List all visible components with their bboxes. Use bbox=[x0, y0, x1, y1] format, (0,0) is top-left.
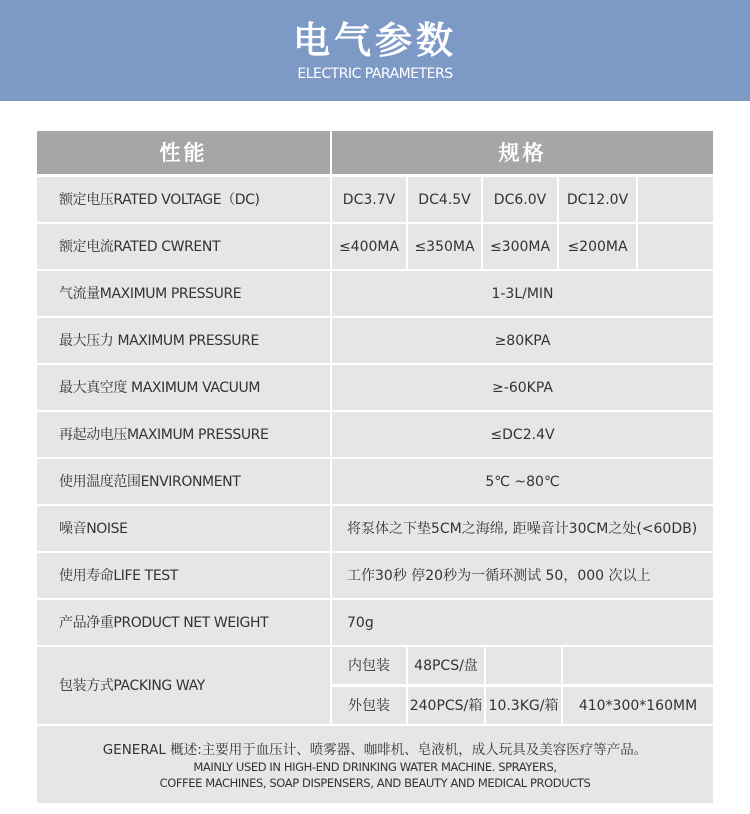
packing-cell: 内包装 bbox=[332, 647, 406, 684]
current-value: ≤400MA bbox=[332, 224, 406, 269]
current-value: ≤200MA bbox=[559, 224, 636, 269]
row-label: 最大压力 MAXIMUM PRESSURE bbox=[37, 318, 330, 363]
header-banner bbox=[0, 0, 750, 101]
table-row-voltage bbox=[37, 177, 713, 222]
table-row-current bbox=[37, 224, 713, 269]
packing-cell bbox=[486, 647, 561, 684]
table-row-max-pressure bbox=[37, 318, 713, 363]
table-row-life-test bbox=[37, 553, 713, 598]
general-description bbox=[37, 726, 713, 803]
table-row-restart-voltage bbox=[37, 412, 713, 457]
voltage-value: DC12.0V bbox=[559, 177, 636, 222]
row-value: ≥80KPA bbox=[332, 318, 713, 363]
row-value: 将泵体之下垫5CM之海绵, 距噪音计30CM之处(<60DB) bbox=[332, 506, 713, 551]
general-description-cn: GENERAL 概述:主要用于血压计、喷雾器、咖啡机、皂液机，成人玩具及美容医疗等产品。 bbox=[102, 742, 648, 758]
row-value: ≥-60KPA bbox=[332, 365, 713, 410]
header-performance: 性能 bbox=[37, 131, 330, 174]
row-label: 再起动电压MAXIMUM PRESSURE bbox=[37, 412, 330, 457]
packing-cell: 48PCS/盘 bbox=[408, 647, 484, 684]
table-row-packing bbox=[37, 647, 713, 724]
row-label: 使用温度范围ENVIRONMENT bbox=[37, 459, 330, 504]
table-row-noise bbox=[37, 506, 713, 551]
voltage-value: DC4.5V bbox=[408, 177, 481, 222]
row-label: 额定电流RATED CWRENT bbox=[37, 224, 330, 269]
packing-inner-row bbox=[332, 647, 713, 684]
voltage-value: DC3.7V bbox=[332, 177, 406, 222]
packing-cell: 外包装 bbox=[332, 687, 406, 724]
row-label: 额定电压RATED VOLTAGE（DC) bbox=[37, 177, 330, 222]
table-row-net-weight bbox=[37, 600, 713, 645]
table-row-temperature bbox=[37, 459, 713, 504]
table-row-max-vacuum bbox=[37, 365, 713, 410]
row-label: 包装方式PACKING WAY bbox=[37, 647, 330, 724]
packing-cell: 410*300*160MM bbox=[563, 687, 713, 724]
packing-cell: 240PCS/箱 bbox=[408, 687, 484, 724]
row-label: 最大真空度 MAXIMUM VACUUM bbox=[37, 365, 330, 410]
row-value: 工作30秒 停20秒为一循环测试 50，000 次以上 bbox=[332, 553, 713, 598]
header-specification: 规格 bbox=[332, 131, 713, 174]
table-row-airflow bbox=[37, 271, 713, 316]
row-value: ≤DC2.4V bbox=[332, 412, 713, 457]
packing-outer-row bbox=[332, 687, 713, 724]
page-title: 电气参数 bbox=[293, 19, 457, 62]
voltage-value: DC6.0V bbox=[483, 177, 557, 222]
row-label: 噪音NOISE bbox=[37, 506, 330, 551]
page-subtitle: ELECTRIC PARAMETERS bbox=[297, 66, 453, 82]
packing-cell bbox=[563, 647, 713, 684]
row-value: 70g bbox=[332, 600, 713, 645]
spec-table bbox=[37, 131, 713, 803]
general-description-en-2: COFFEE MACHINES, SOAP DISPENSERS, AND BEAUTY AND MEDICAL PRODUCTS bbox=[159, 776, 591, 790]
voltage-value bbox=[638, 177, 713, 222]
row-label: 使用寿命LIFE TEST bbox=[37, 553, 330, 598]
current-value: ≤350MA bbox=[408, 224, 481, 269]
current-value bbox=[638, 224, 713, 269]
row-value: 5℃ ~80℃ bbox=[332, 459, 713, 504]
general-description-en-1: MAINLY USED IN HIGH-END DRINKING WATER MACHINE. SPRAYERS, bbox=[193, 760, 557, 774]
row-label: 气流量MAXIMUM PRESSURE bbox=[37, 271, 330, 316]
row-label: 产品净重PRODUCT NET WEIGHT bbox=[37, 600, 330, 645]
row-value: 1-3L/MIN bbox=[332, 271, 713, 316]
current-value: ≤300MA bbox=[483, 224, 557, 269]
packing-cell: 10.3KG/箱 bbox=[486, 687, 561, 724]
table-header-row bbox=[37, 131, 713, 174]
